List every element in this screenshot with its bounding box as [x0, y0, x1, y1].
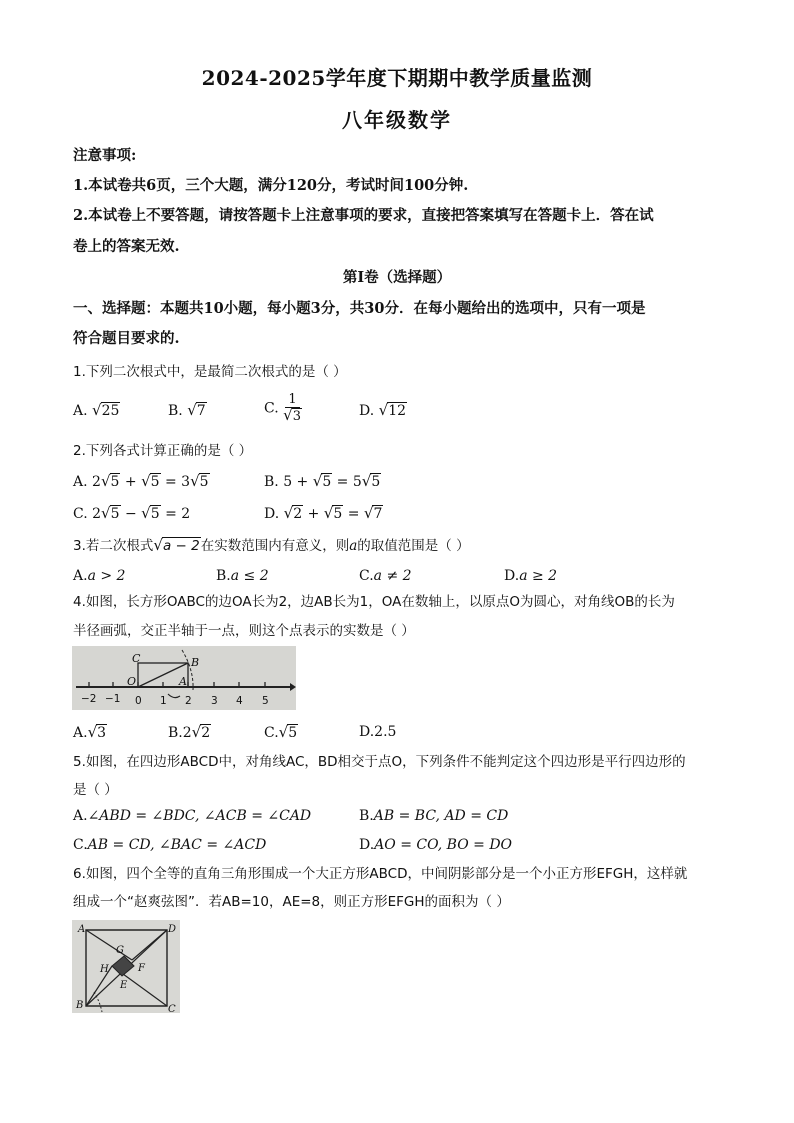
- question-3-option-c: [359, 566, 412, 586]
- stem-text: 在实数范围内有意义，则: [200, 538, 350, 554]
- question-1-option-b: B. √7: [168, 401, 206, 419]
- label-h: H: [100, 964, 109, 975]
- option-label: A.: [73, 474, 88, 490]
- radicand: 25: [101, 403, 120, 419]
- option-label: B.: [168, 403, 183, 419]
- question-6-stem-line-2: 组成一个“赵爽弦图”．若AB=10，AE=8，则正方形EFGH的面积为（ ）: [73, 894, 510, 910]
- option-label: D.: [359, 837, 375, 853]
- notes-item-2-line-1: 2.本试卷上不要答题，请按答题卡上注意事项的要求，直接把答案填写在答题卡上．答在试: [73, 207, 654, 224]
- option-label: A.: [73, 403, 88, 419]
- option-value: a ≠ 2: [373, 568, 412, 584]
- label-c: C: [132, 652, 141, 665]
- question-2-option-a: A. 2√5 + √5 = 3√5: [73, 472, 209, 490]
- option-label: D.: [504, 568, 520, 584]
- volume-title: 第Ⅰ卷（选择题）: [342, 269, 452, 286]
- question-4-figure: [72, 646, 296, 710]
- option-label: C.: [73, 506, 88, 522]
- option-label: A.: [73, 808, 88, 824]
- tick-label: −1: [105, 693, 121, 705]
- question-4-option-c: C.√5: [264, 723, 298, 741]
- label-f: F: [138, 963, 145, 974]
- option-label: C.: [73, 837, 88, 853]
- label-a: A: [179, 675, 187, 688]
- option-label: D.: [264, 506, 280, 522]
- question-2-stem: 2.下列各式计算正确的是（ ）: [73, 443, 253, 459]
- question-6-stem-line-1: 6.如图，四个全等的直角三角形围成一个大正方形ABCD，中间阴影部分是一个小正方形EFGH，这样就: [73, 866, 688, 882]
- option-value: a ≥ 2: [519, 568, 558, 584]
- part-instructions-line-1: 一、选择题：本题共10小题，每小题3分，共30分．在每小题给出的选项中，只有一项是: [73, 300, 646, 317]
- question-5-stem-line-2: 是（ ）: [73, 782, 118, 798]
- question-1-option-a: A. √25: [73, 401, 120, 419]
- tick-label: 2: [185, 695, 192, 707]
- option-label: A.: [73, 568, 88, 584]
- notes-item-1: 1.本试卷共6页，三个大题，满分120分，考试时间100分钟.: [73, 177, 469, 194]
- notes-heading: 注意事项:: [73, 147, 137, 164]
- tick-label: 4: [236, 695, 243, 707]
- exam-subtitle: 八年级数学: [342, 108, 452, 132]
- option-value: a > 2: [87, 568, 126, 584]
- radicand: a − 2: [162, 538, 200, 554]
- question-5-option-a: [73, 806, 311, 826]
- radicand: 2: [201, 725, 211, 741]
- label-a: A: [78, 924, 86, 935]
- option-label: B.: [359, 808, 374, 824]
- label-o: O: [127, 675, 137, 688]
- question-3-stem: 3.若二次根式√a − 2在实数范围内有意义，则a的取值范围是（ ）: [73, 536, 470, 554]
- option-label: C.: [264, 400, 279, 417]
- option-label: B.: [216, 568, 231, 584]
- label-d: D: [168, 924, 177, 935]
- radicand: 3: [292, 409, 301, 424]
- question-2-option-b: B. 5 + √5 = 5√5: [264, 472, 381, 490]
- question-6-figure: [72, 920, 180, 1013]
- numerator: 1: [285, 392, 299, 408]
- label-e: E: [120, 980, 128, 991]
- fraction: [283, 392, 302, 425]
- radicand: 7: [196, 403, 206, 419]
- question-4-option-b: B.2√2: [168, 723, 211, 741]
- option-label: D.: [359, 403, 375, 419]
- coefficient: 2: [182, 725, 192, 741]
- tick-label: 5: [262, 695, 269, 707]
- option-value: a ≤ 2: [230, 568, 269, 584]
- notes-item-2-line-2: 卷上的答案无效.: [73, 238, 180, 255]
- question-5-stem-line-1: 5.如图，在四边形ABCD中，对角线AC，BD相交于点O，下列条件不能判定这个四边形是平行四边形的: [73, 754, 686, 770]
- question-4-stem-line-2: 半径画弧，交正半轴于一点，则这个点表示的实数是（ ）: [73, 623, 415, 639]
- question-4-stem-line-1: 4.如图，长方形OABC的边OA长为2，边AB长为1，OA在数轴上，以原点O为圆心，对角线OB的长为: [73, 594, 675, 610]
- label-b: B: [76, 1000, 84, 1011]
- question-5-option-d: [359, 835, 512, 855]
- option-label: B.: [264, 474, 279, 490]
- question-2-option-d: D. √2 + √5 = √7: [264, 504, 383, 522]
- tick-label: 0: [135, 695, 142, 707]
- tick-label: 3: [211, 695, 218, 707]
- stem-text: 3.若二次根式: [73, 538, 154, 554]
- question-5-option-c: [73, 835, 266, 855]
- part-instructions-line-2: 符合题目要求的.: [73, 330, 180, 347]
- stem-text: 的取值范围是（ ）: [357, 538, 470, 554]
- radicand: 12: [388, 403, 407, 419]
- question-1-option-c: [264, 392, 302, 425]
- option-label: A.: [73, 725, 88, 741]
- question-3-option-a: [73, 566, 125, 586]
- zhao-shuang-diagram: [72, 920, 180, 1013]
- option-label: C.: [359, 568, 374, 584]
- question-1-option-d: D. √12: [359, 401, 407, 419]
- variable: a: [349, 538, 358, 554]
- denominator: √3: [283, 406, 301, 424]
- option-value: AB = BC, AD = CD: [373, 808, 509, 824]
- question-1-stem: 1.下列二次根式中，是最简二次根式的是（ ）: [73, 364, 347, 380]
- option-label: C.: [264, 725, 279, 741]
- question-5-option-b: [359, 806, 508, 826]
- label-g: G: [116, 945, 124, 956]
- number-line-figure: [72, 646, 296, 710]
- tick-label: 1: [160, 695, 167, 707]
- radicand: 3: [97, 725, 107, 741]
- label-c: C: [168, 1004, 176, 1013]
- radicand: 5: [288, 725, 298, 741]
- option-value: AB = CD, ∠BAC = ∠ACD: [87, 837, 267, 853]
- option-value: ∠ABD = ∠BDC, ∠ACB = ∠CAD: [87, 808, 312, 824]
- option-label: B.: [168, 725, 183, 741]
- question-4-option-a: A.√3: [73, 723, 107, 741]
- option-value: AO = CO, BO = DO: [374, 837, 513, 853]
- question-2-option-c: C. 2√5 − √5 = 2: [73, 504, 191, 522]
- exam-title: 2024-2025学年度下期期中教学质量监测: [201, 66, 593, 90]
- question-3-option-b: [216, 566, 269, 586]
- tick-label: −2: [81, 693, 97, 705]
- label-b: B: [191, 656, 200, 669]
- question-3-option-d: [504, 566, 557, 586]
- question-4-option-d: D.2.5: [359, 724, 397, 740]
